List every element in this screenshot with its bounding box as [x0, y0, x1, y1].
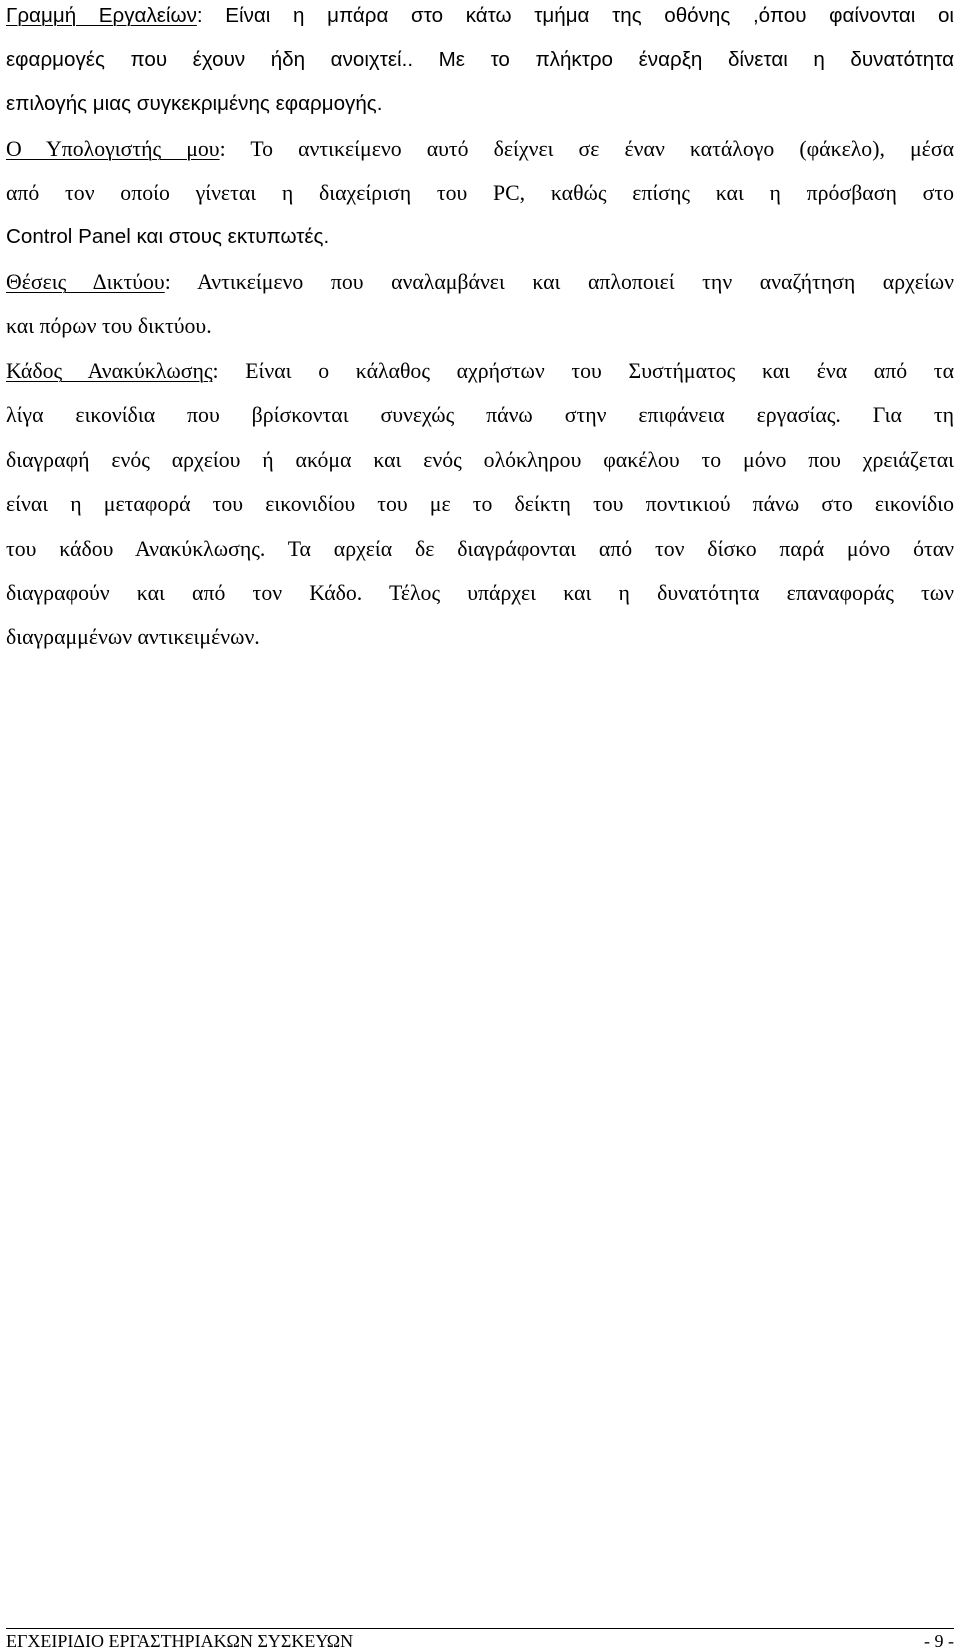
text-span: : Είναι η μπάρα στο κάτω τμήμα της οθόνης ,όπου φαίνονται οι	[196, 4, 955, 27]
page-number: - 9 -	[924, 1631, 954, 1651]
term-network-places: Θέσεις Δικτύου	[6, 270, 165, 294]
page-footer	[6, 1628, 954, 1652]
text-line: και πόρων του δικτύου.	[6, 314, 212, 338]
text-line: είναι η μεταφορά του εικονιδίου του με το δείκτη του ποντικιού πάνω στο εικονίδιο	[6, 492, 954, 516]
text-span: : Είναι ο κάλαθος αχρήστων του Συστήματος και ένα από τα	[212, 359, 954, 383]
text-line: του κάδου Ανακύκλωσης. Τα αρχεία δε διαγράφονται από τον δίσκο παρά μόνο όταν	[6, 537, 954, 561]
text-line: διαγραφή ενός αρχείου ή ακόμα και ενός ολόκληρου φακέλου το μόνο που χρειάζεται	[6, 448, 954, 472]
text-span: : Αντικείμενο που αναλαμβάνει και απλοποιεί την αναζήτηση αρχείων	[164, 270, 954, 294]
text-line: Control Panel και στους εκτυπωτές.	[6, 225, 330, 248]
footer-title: ΕΓΧΕΙΡΙΔΙΟ ΕΡΓΑΣΤΗΡΙΑΚΩΝ ΣΥΣΚΕΥΩΝ	[6, 1631, 354, 1651]
text-line	[6, 133, 954, 165]
text-line: επιλογής μιας συγκεκριμένης εφαρμογής.	[6, 92, 383, 115]
text-span: : Το αντικείμενο αυτό δείχνει σε έναν κατάλογο (φάκελο), μέσα	[219, 137, 954, 161]
term-taskbar: Γραμμή Εργαλείων	[6, 4, 197, 27]
text-line: από τον οποίο γίνεται η διαχείριση του PC, καθώς επίσης και η πρόσβαση στο	[6, 181, 954, 205]
text-line: διαγραμμένων αντικειμένων.	[6, 625, 260, 649]
text-line	[6, 355, 954, 387]
term-recycle-bin: Κάδος Ανακύκλωσης	[6, 359, 213, 383]
text-line: εφαρμογές που έχουν ήδη ανοιχτεί.. Με το πλήκτρο έναρξη δίνεται η δυνατότητα	[6, 48, 954, 71]
text-line: διαγραφούν και από τον Κάδο. Τέλος υπάρχει και η δυνατότητα επαναφοράς των	[6, 581, 954, 605]
term-my-computer: Ο Υπολογιστής μου	[6, 137, 220, 161]
text-line	[6, 266, 954, 298]
text-line	[6, 0, 954, 32]
text-line: λίγα εικονίδια που βρίσκονται συνεχώς πάνω στην επιφάνεια εργασίας. Για τη	[6, 403, 954, 427]
